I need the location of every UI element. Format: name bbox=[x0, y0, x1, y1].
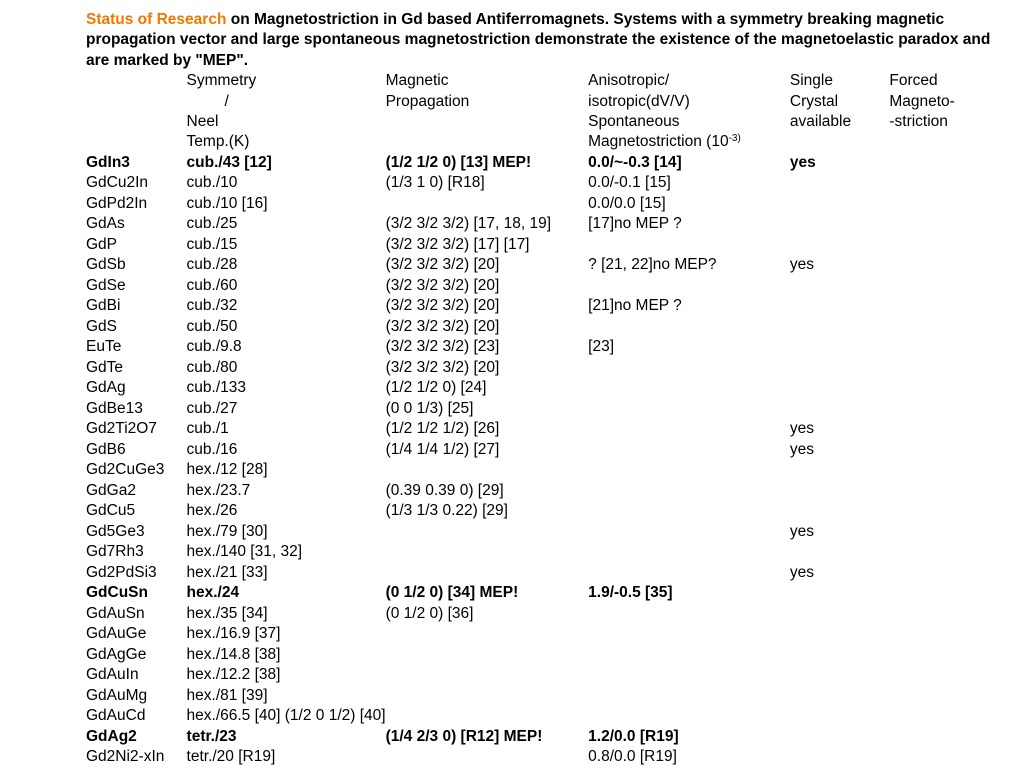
compound-cell: GdB6 bbox=[86, 440, 126, 458]
single-crystal-cell bbox=[790, 276, 889, 297]
compound-cell: GdP bbox=[86, 235, 118, 253]
single-crystal-cell bbox=[790, 501, 889, 522]
single-crystal-cell bbox=[790, 378, 889, 399]
propagation-cell bbox=[386, 460, 589, 481]
magnetostriction-cell bbox=[588, 399, 790, 420]
single-crystal-cell bbox=[790, 214, 889, 235]
table-row bbox=[86, 460, 1006, 481]
table-row bbox=[86, 747, 1006, 768]
magnetostriction-cell: 0.0/-0.1 [15] bbox=[588, 174, 671, 192]
symmetry-cell: cub./10 bbox=[186, 174, 238, 192]
header-line: Anisotropic/ bbox=[588, 72, 670, 90]
header-single-crystal bbox=[790, 71, 889, 153]
forced-magnetostriction-cell bbox=[889, 378, 1006, 399]
compound-cell: Gd2PdSi3 bbox=[86, 563, 157, 581]
propagation-cell: (3/2 3/2 3/2) [20] bbox=[385, 276, 500, 294]
single-crystal-cell bbox=[790, 706, 889, 727]
table-row bbox=[86, 399, 1006, 420]
magnetostriction-cell: [17]no MEP ? bbox=[588, 215, 682, 233]
propagation-cell bbox=[386, 194, 589, 215]
title-text: on Magnetostriction in Gd based Antiferromagnets. Systems with a symmetry breaking magnetic propagation vector and large spontaneous magnetostriction demonstrate the existence of the magnetoelastic paradox and are marked by "MEP". bbox=[86, 11, 991, 69]
symmetry-cell: cub./25 bbox=[186, 215, 238, 233]
table-row bbox=[86, 214, 1006, 235]
compound-cell: GdCu5 bbox=[86, 502, 136, 520]
symmetry-cell: cub./28 bbox=[186, 256, 238, 274]
symmetry-cell: hex./66.5 [40] (1/2 0 1/2) [40] bbox=[186, 707, 386, 725]
forced-magnetostriction-cell bbox=[889, 337, 1006, 358]
propagation-cell: (3/2 3/2 3/2) [17, 18, 19] bbox=[385, 215, 552, 233]
symmetry-cell: cub./10 [16] bbox=[186, 194, 268, 212]
compound-cell: GdTe bbox=[86, 358, 124, 376]
magnetostriction-cell bbox=[588, 686, 790, 707]
single-crystal-cell bbox=[790, 399, 889, 420]
magnetostriction-cell: 1.9/-0.5 [35] bbox=[588, 584, 673, 602]
propagation-cell: (0.39 0.39 0) [29] bbox=[385, 481, 504, 499]
header-line: Neel bbox=[186, 113, 219, 131]
table-header-row bbox=[86, 71, 1006, 153]
propagation-cell: (3/2 3/2 3/2) [20] bbox=[385, 297, 500, 315]
single-crystal-cell bbox=[790, 583, 889, 604]
propagation-cell bbox=[386, 645, 589, 666]
header-line: Propagation bbox=[385, 92, 470, 110]
header-line: Crystal bbox=[789, 92, 839, 110]
magnetostriction-cell bbox=[588, 440, 790, 461]
symmetry-cell: cub./80 bbox=[186, 358, 238, 376]
forced-magnetostriction-cell bbox=[889, 604, 1006, 625]
single-crystal-cell bbox=[790, 481, 889, 502]
symmetry-cell: hex./79 [30] bbox=[186, 522, 268, 540]
magnetostriction-cell bbox=[588, 501, 790, 522]
magnetostriction-cell bbox=[588, 378, 790, 399]
propagation-cell bbox=[386, 665, 589, 686]
compound-cell: GdAg2 bbox=[86, 727, 137, 745]
header-line: Forced bbox=[889, 72, 938, 90]
single-crystal-cell: yes bbox=[789, 440, 815, 458]
compound-cell: GdSe bbox=[86, 276, 126, 294]
forced-magnetostriction-cell bbox=[889, 563, 1006, 584]
propagation-cell bbox=[386, 563, 589, 584]
forced-magnetostriction-cell bbox=[889, 440, 1006, 461]
forced-magnetostriction-cell bbox=[889, 583, 1006, 604]
forced-magnetostriction-cell bbox=[889, 173, 1006, 194]
table-row bbox=[86, 153, 1006, 174]
forced-magnetostriction-cell bbox=[889, 727, 1006, 748]
compound-cell: GdIn3 bbox=[86, 153, 130, 171]
propagation-cell: (0 1/2 0) [34] MEP! bbox=[385, 584, 519, 602]
symmetry-cell: cub./27 bbox=[186, 399, 238, 417]
table-row bbox=[86, 542, 1006, 563]
forced-magnetostriction-cell bbox=[889, 542, 1006, 563]
forced-magnetostriction-cell bbox=[889, 522, 1006, 543]
compound-cell: GdAuCd bbox=[86, 707, 146, 725]
table-row bbox=[86, 604, 1006, 625]
propagation-cell bbox=[386, 522, 589, 543]
propagation-cell bbox=[386, 706, 589, 727]
magnetostriction-cell: 0.0/0.0 [15] bbox=[588, 194, 666, 212]
header-propagation bbox=[386, 71, 589, 153]
compound-cell: GdSb bbox=[86, 256, 126, 274]
header-superscript: -3) bbox=[728, 133, 741, 145]
symmetry-cell: cub./16 bbox=[186, 440, 238, 458]
single-crystal-cell: yes bbox=[789, 420, 815, 438]
magnetostriction-cell bbox=[588, 645, 790, 666]
header-line-text: Magnetostriction (10 bbox=[588, 133, 729, 151]
header-line bbox=[588, 132, 790, 152]
forced-magnetostriction-cell bbox=[889, 686, 1006, 707]
single-crystal-cell: yes bbox=[789, 563, 815, 581]
header-line: Single bbox=[789, 72, 833, 90]
magnetostriction-cell bbox=[588, 419, 790, 440]
symmetry-cell: cub./32 bbox=[186, 297, 238, 315]
compound-cell: Gd2Ti2O7 bbox=[86, 420, 157, 438]
propagation-cell: (1/3 1/3 0.22) [29] bbox=[385, 502, 508, 520]
propagation-cell: (3/2 3/2 3/2) [17] [17] bbox=[385, 235, 530, 253]
propagation-cell: (0 0 1/3) [25] bbox=[385, 399, 474, 417]
table-row bbox=[86, 235, 1006, 256]
symmetry-cell: hex./26 bbox=[186, 502, 238, 520]
header-line: Magneto- bbox=[889, 92, 955, 110]
table-row bbox=[86, 645, 1006, 666]
single-crystal-cell: yes bbox=[789, 256, 815, 274]
magnetostriction-cell bbox=[588, 317, 790, 338]
forced-magnetostriction-cell bbox=[889, 501, 1006, 522]
compound-cell: GdAuSn bbox=[86, 604, 145, 622]
forced-magnetostriction-cell bbox=[889, 235, 1006, 256]
compound-cell: GdAgGe bbox=[86, 645, 147, 663]
compound-cell: Gd2CuGe3 bbox=[86, 461, 165, 479]
magnetostriction-cell bbox=[588, 235, 790, 256]
magnetostriction-cell bbox=[588, 604, 790, 625]
compound-cell: GdAs bbox=[86, 215, 125, 233]
forced-magnetostriction-cell bbox=[889, 645, 1006, 666]
propagation-cell bbox=[386, 686, 589, 707]
magnetostriction-cell: [21]no MEP ? bbox=[588, 297, 682, 315]
symmetry-cell: hex./35 [34] bbox=[186, 604, 268, 622]
table-body bbox=[86, 153, 1006, 768]
propagation-cell bbox=[386, 747, 589, 768]
forced-magnetostriction-cell bbox=[889, 665, 1006, 686]
compound-cell: GdBi bbox=[86, 297, 121, 315]
table-row bbox=[86, 686, 1006, 707]
single-crystal-cell: yes bbox=[789, 522, 815, 540]
header-line: -striction bbox=[889, 113, 948, 131]
table-row bbox=[86, 317, 1006, 338]
compound-cell: GdGa2 bbox=[86, 481, 136, 499]
single-crystal-cell bbox=[790, 235, 889, 256]
single-crystal-cell bbox=[790, 645, 889, 666]
single-crystal-cell bbox=[790, 460, 889, 481]
table-row bbox=[86, 358, 1006, 379]
propagation-cell: (1/4 2/3 0) [R12] MEP! bbox=[385, 727, 543, 745]
forced-magnetostriction-cell bbox=[889, 153, 1006, 174]
forced-magnetostriction-cell bbox=[889, 747, 1006, 768]
symmetry-cell: hex./12 [28] bbox=[186, 461, 268, 479]
compound-cell: GdBe13 bbox=[86, 399, 143, 417]
magnetostriction-cell bbox=[588, 358, 790, 379]
table-row bbox=[86, 501, 1006, 522]
single-crystal-cell bbox=[790, 542, 889, 563]
table-row bbox=[86, 419, 1006, 440]
table-row bbox=[86, 440, 1006, 461]
magnetostriction-cell bbox=[588, 460, 790, 481]
single-crystal-cell bbox=[790, 317, 889, 338]
table-row bbox=[86, 583, 1006, 604]
propagation-cell: (1/3 1 0) [R18] bbox=[385, 174, 485, 192]
compound-cell: EuTe bbox=[86, 338, 122, 356]
single-crystal-cell bbox=[790, 665, 889, 686]
forced-magnetostriction-cell bbox=[889, 358, 1006, 379]
table-row bbox=[86, 378, 1006, 399]
header-line: available bbox=[789, 113, 852, 131]
document-title bbox=[86, 10, 1006, 71]
header-line: / bbox=[224, 92, 229, 110]
table-row bbox=[86, 276, 1006, 297]
single-crystal-cell bbox=[790, 194, 889, 215]
header-empty-cell bbox=[86, 71, 187, 153]
forced-magnetostriction-cell bbox=[889, 624, 1006, 645]
header-line: isotropic(dV/V) bbox=[588, 92, 690, 110]
forced-magnetostriction-cell bbox=[889, 481, 1006, 502]
compound-cell: GdAuMg bbox=[86, 686, 148, 704]
symmetry-cell: cub./60 bbox=[186, 276, 238, 294]
compound-cell: GdAg bbox=[86, 379, 126, 397]
table-row bbox=[86, 481, 1006, 502]
single-crystal-cell bbox=[790, 686, 889, 707]
forced-magnetostriction-cell bbox=[889, 255, 1006, 276]
header-line: Magnetic bbox=[385, 72, 449, 90]
symmetry-cell: cub./1 bbox=[186, 420, 229, 438]
symmetry-cell: cub./133 bbox=[186, 379, 246, 397]
compound-cell: Gd5Ge3 bbox=[86, 522, 145, 540]
propagation-cell bbox=[386, 624, 589, 645]
compound-cell: Gd2Ni2-xIn bbox=[86, 748, 165, 766]
header-line: Symmetry bbox=[186, 72, 257, 90]
single-crystal-cell bbox=[790, 296, 889, 317]
symmetry-cell: hex./14.8 [38] bbox=[186, 645, 281, 663]
compound-cell: GdPd2In bbox=[86, 194, 148, 212]
propagation-cell: (1/2 1/2 0) [13] MEP! bbox=[385, 153, 532, 171]
magnetostriction-cell bbox=[588, 522, 790, 543]
magnetostriction-cell bbox=[588, 563, 790, 584]
document bbox=[86, 10, 1006, 768]
forced-magnetostriction-cell bbox=[889, 276, 1006, 297]
magnetostriction-cell bbox=[588, 481, 790, 502]
compound-cell: GdAuIn bbox=[86, 666, 139, 684]
compound-cell: GdCuSn bbox=[86, 584, 148, 602]
symmetry-cell: cub./43 [12] bbox=[186, 153, 272, 171]
symmetry-cell: cub./9.8 bbox=[186, 338, 242, 356]
compound-cell: Gd7Rh3 bbox=[86, 543, 144, 561]
magnetostriction-cell bbox=[588, 624, 790, 645]
single-crystal-cell bbox=[790, 358, 889, 379]
header-symmetry bbox=[187, 71, 386, 153]
single-crystal-cell bbox=[790, 173, 889, 194]
compound-cell: GdS bbox=[86, 317, 118, 335]
symmetry-cell: hex./24 bbox=[186, 584, 240, 602]
forced-magnetostriction-cell bbox=[889, 399, 1006, 420]
single-crystal-cell bbox=[790, 337, 889, 358]
single-crystal-cell bbox=[790, 604, 889, 625]
propagation-cell: (3/2 3/2 3/2) [23] bbox=[385, 338, 500, 356]
table-row bbox=[86, 727, 1006, 748]
propagation-cell: (3/2 3/2 3/2) [20] bbox=[385, 358, 500, 376]
magnetostriction-cell: ? [21, 22]no MEP? bbox=[588, 256, 717, 274]
header-forced bbox=[889, 71, 1006, 153]
propagation-cell: (3/2 3/2 3/2) [20] bbox=[385, 256, 500, 274]
symmetry-cell: hex./23.7 bbox=[186, 481, 251, 499]
symmetry-cell: tetr./20 [R19] bbox=[186, 748, 276, 766]
forced-magnetostriction-cell bbox=[889, 706, 1006, 727]
table-row bbox=[86, 665, 1006, 686]
magnetostriction-cell bbox=[588, 706, 790, 727]
symmetry-cell: cub./15 bbox=[186, 235, 238, 253]
propagation-cell bbox=[386, 542, 589, 563]
header-line: Temp.(K) bbox=[186, 133, 250, 151]
single-crystal-cell: yes bbox=[789, 153, 816, 171]
forced-magnetostriction-cell bbox=[889, 194, 1006, 215]
table-row bbox=[86, 337, 1006, 358]
symmetry-cell: hex./12.2 [38] bbox=[186, 666, 281, 684]
compound-cell: GdCu2In bbox=[86, 174, 149, 192]
table-row bbox=[86, 296, 1006, 317]
single-crystal-cell bbox=[790, 727, 889, 748]
table-row bbox=[86, 173, 1006, 194]
propagation-cell: (1/4 1/4 1/2) [27] bbox=[385, 440, 500, 458]
forced-magnetostriction-cell bbox=[889, 419, 1006, 440]
header-magnetostriction bbox=[588, 71, 790, 153]
forced-magnetostriction-cell bbox=[889, 214, 1006, 235]
forced-magnetostriction-cell bbox=[889, 317, 1006, 338]
symmetry-cell: hex./16.9 [37] bbox=[186, 625, 281, 643]
table-row bbox=[86, 563, 1006, 584]
symmetry-cell: hex./140 [31, 32] bbox=[186, 543, 303, 561]
table-row bbox=[86, 255, 1006, 276]
magnetostriction-cell: 0.0/~-0.3 [14] bbox=[588, 153, 682, 171]
propagation-cell: (0 1/2 0) [36] bbox=[385, 604, 474, 622]
magnetostriction-cell: 0.8/0.0 [R19] bbox=[588, 748, 677, 766]
symmetry-cell: hex./81 [39] bbox=[186, 686, 268, 704]
forced-magnetostriction-cell bbox=[889, 460, 1006, 481]
single-crystal-cell bbox=[790, 747, 889, 768]
magnetostriction-cell: 1.2/0.0 [R19] bbox=[588, 727, 679, 745]
propagation-cell: (3/2 3/2 3/2) [20] bbox=[385, 317, 500, 335]
magnetostriction-cell bbox=[588, 276, 790, 297]
single-crystal-cell bbox=[790, 624, 889, 645]
forced-magnetostriction-cell bbox=[889, 296, 1006, 317]
table-row bbox=[86, 194, 1006, 215]
table-row bbox=[86, 624, 1006, 645]
header-line: Spontaneous bbox=[588, 113, 680, 131]
compound-cell: GdAuGe bbox=[86, 625, 147, 643]
title-accent: Status of Research bbox=[86, 11, 227, 28]
symmetry-cell: cub./50 bbox=[186, 317, 238, 335]
data-table bbox=[86, 71, 1006, 768]
magnetostriction-cell bbox=[588, 542, 790, 563]
table-row bbox=[86, 522, 1006, 543]
symmetry-cell: tetr./23 bbox=[186, 727, 237, 745]
propagation-cell: (1/2 1/2 0) [24] bbox=[385, 379, 487, 397]
propagation-cell: (1/2 1/2 1/2) [26] bbox=[385, 420, 500, 438]
table-row bbox=[86, 706, 1006, 727]
magnetostriction-cell: [23] bbox=[588, 338, 614, 356]
symmetry-cell: hex./21 [33] bbox=[186, 563, 268, 581]
magnetostriction-cell bbox=[588, 665, 790, 686]
